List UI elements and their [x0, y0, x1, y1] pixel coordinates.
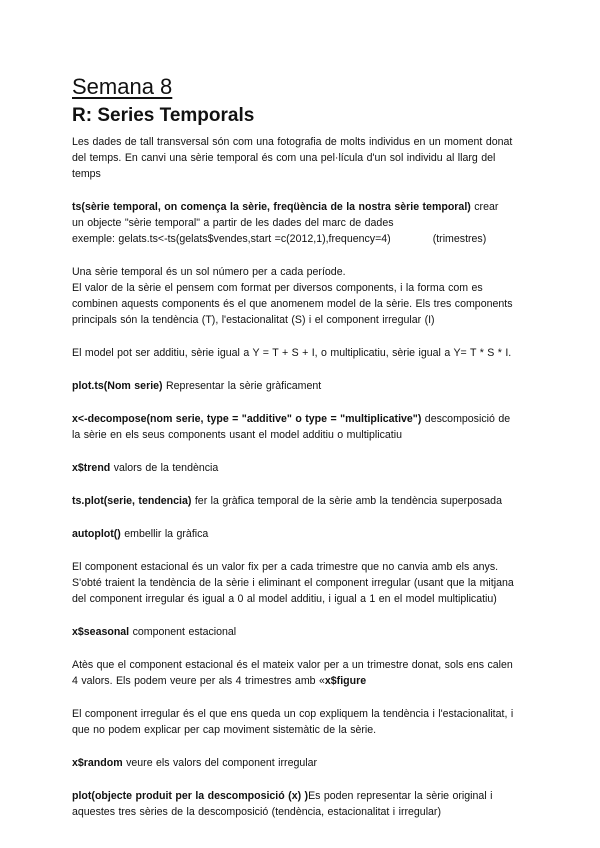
decompose-code: x<-decompose(nom serie, type = "additive" o type = "multiplicative")	[72, 413, 422, 425]
figure-text: 4 valors. Els podem veure per als 4 trimestres amb «	[72, 675, 325, 687]
plot-ts-paragraph	[72, 378, 532, 394]
ts-note: (trimestres)	[432, 233, 487, 245]
ts-plot-desc: fer la gràfica temporal de la sèrie amb la tendència superposada	[191, 495, 502, 507]
seasonal-paragraph	[72, 624, 532, 640]
seasonal-desc: component estacional	[129, 626, 237, 638]
model-line: El model pot ser additiu, sèrie igual a Y = T + S + I, o multiplicatiu, sèrie igual a Y= T * S * I.	[72, 347, 512, 359]
figure-line: Atès que el component estacional és el mateix valor per a un trimestre donat, sols ens calen	[72, 659, 513, 671]
seasonal-text-line: del component irregular és igual a 0 al model additiu, i igual a 1 en el model multiplicatiu)	[72, 593, 497, 605]
seasonal-code: x$seasonal	[72, 626, 130, 638]
page-subtitle: R: Series Temporals	[72, 105, 255, 126]
plot-decomp-paragraph	[72, 788, 532, 820]
trend-desc: valors de la tendència	[110, 462, 219, 474]
seasonal-text-paragraph	[72, 559, 532, 607]
intro-paragraph	[72, 134, 532, 182]
ts-desc: crear	[470, 201, 499, 213]
plot-ts-code: plot.ts(Nom serie)	[72, 380, 163, 392]
components-line: Una sèrie temporal és un sol número per a cada període.	[72, 266, 346, 278]
trend-line	[72, 460, 532, 476]
trend-code: x$trend	[72, 462, 111, 474]
page-title: Semana 8	[72, 74, 173, 99]
figure-code: x$figure	[324, 675, 367, 687]
intro-line: temps	[72, 168, 101, 180]
model-paragraph	[72, 345, 532, 361]
ts-plot-line	[72, 493, 532, 509]
ts-desc-line: un objecte "sèrie temporal" a partir de les dades del marc de dades	[72, 217, 394, 229]
seasonal-text-line: S'obté traient la tendència de la sèrie i eliminant el component irregular (usant que la mitjana	[72, 577, 514, 589]
ts-code: ts(sèrie temporal, on comença la sèrie, freqüència de la nostra sèrie temporal)	[72, 201, 471, 213]
plot-decomp-line	[72, 788, 532, 804]
autoplot-code: autoplot()	[72, 528, 121, 540]
figure-line	[72, 673, 532, 689]
decompose-desc: descomposició de	[421, 413, 511, 425]
components-paragraph	[72, 264, 532, 328]
irregular-paragraph	[72, 706, 532, 738]
plot-decomp-code: plot(objecte produit per la descomposició (x) )	[72, 790, 309, 802]
plot-ts-desc: Representar la sèrie gràficament	[162, 380, 322, 392]
random-code: x$random	[72, 757, 123, 769]
document-page	[72, 74, 532, 820]
decompose-paragraph	[72, 411, 532, 443]
random-paragraph	[72, 755, 532, 771]
plot-ts-line	[72, 378, 532, 394]
decompose-line	[72, 411, 532, 427]
random-line	[72, 755, 532, 771]
autoplot-desc: embellir la gràfica	[120, 528, 209, 540]
ts-line	[72, 199, 532, 215]
autoplot-line	[72, 526, 532, 542]
figure-paragraph	[72, 657, 532, 689]
ts-plot-code: ts.plot(serie, tendencia)	[72, 495, 192, 507]
ts-example: exemple: gelats.ts<-ts(gelats$vendes,start =c(2012,1),frequency=4)	[72, 233, 391, 245]
components-line: principals són la tendència (T), l'estacionalitat (S) i el component irregular (I)	[72, 314, 435, 326]
trend-paragraph	[72, 460, 532, 476]
plot-decomp-desc-line: aquestes tres sèries de la descomposició (tendència, estacionalitat i irregular)	[72, 806, 441, 818]
components-line: El valor de la sèrie el pensem com format per diversos components, i la forma com es	[72, 282, 483, 294]
ts-paragraph	[72, 199, 532, 247]
components-line: combinen aquests components és el que anomenem model de la sèrie. Els tres components	[72, 298, 513, 310]
seasonal-text-line: El component estacional és un valor fix per a cada trimestre que no canvia amb els anys.	[72, 561, 499, 573]
ts-example-line	[72, 231, 532, 247]
decompose-desc-line: la sèrie en els seus components usant el model additiu o multiplicatiu	[72, 429, 402, 441]
intro-line: del temps. En canvi una sèrie temporal és com una pel·lícula d'un sol individu al llarg del	[72, 152, 496, 164]
intro-line: Les dades de tall transversal són com una fotografia de molts individus en un moment donat	[72, 136, 513, 148]
seasonal-line	[72, 624, 532, 640]
irregular-line: El component irregular és el que ens queda un cop expliquem la tendència i l'estacionalitat, i	[72, 708, 514, 720]
random-desc: veure els valors del component irregular	[122, 757, 318, 769]
autoplot-paragraph	[72, 526, 532, 542]
irregular-line: que no podem explicar per cap moviment sistemàtic de la sèrie.	[72, 724, 377, 736]
plot-decomp-desc: Es poden representar la sèrie original i	[308, 790, 493, 802]
ts-plot-paragraph	[72, 493, 532, 509]
